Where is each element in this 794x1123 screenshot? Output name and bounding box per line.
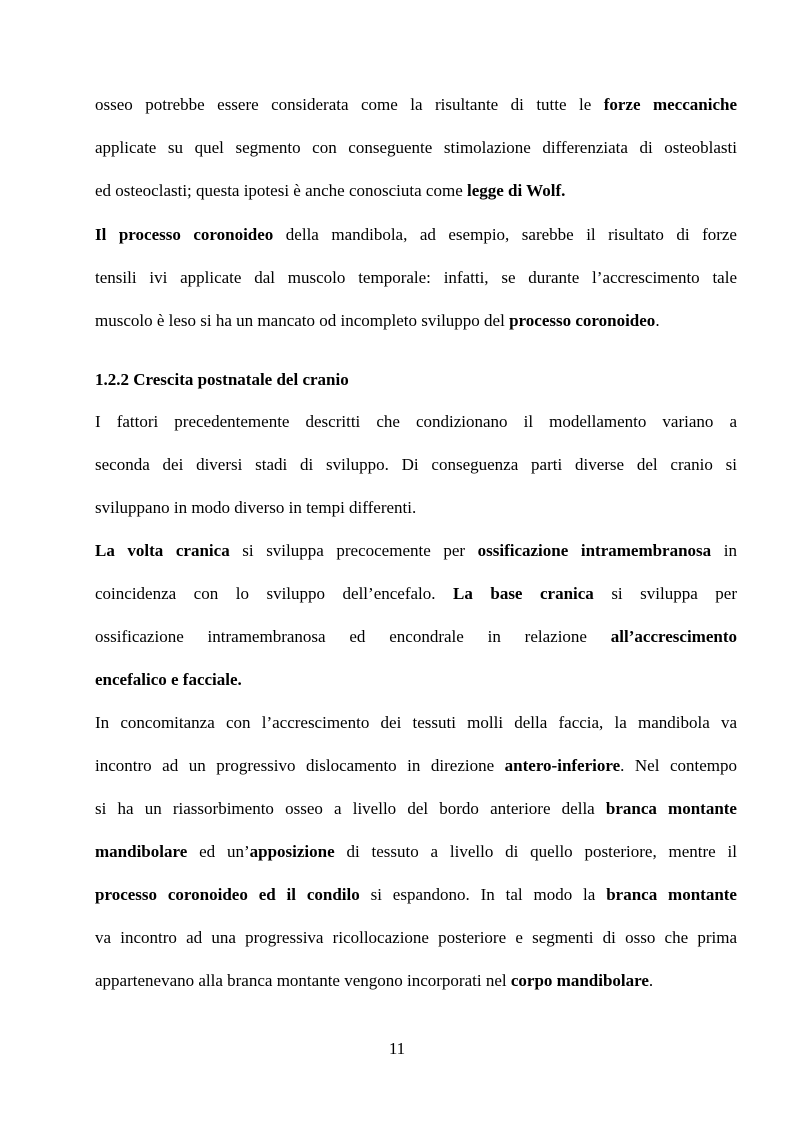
text-line: sviluppano in modo diverso in tempi differenti. xyxy=(95,498,417,517)
text-line: encefalico e facciale. xyxy=(95,670,242,689)
text-line: ed osteoclasti; questa ipotesi è anche conosciuta come legge di Wolf. xyxy=(95,181,566,200)
text-line: processo coronoideo ed il condilo si espandono. In tal modo la branca montante xyxy=(95,885,737,904)
text-line: si ha un riassorbimento osseo a livello del bordo anteriore della branca montante xyxy=(95,799,737,818)
section-heading: 1.2.2 Crescita postnatale del cranio xyxy=(95,370,349,389)
text-line: ossificazione intramembranosa ed encondrale in relazione all’accrescimento xyxy=(95,627,737,646)
text-line: mandibolare ed un’apposizione di tessuto a livello di quello posteriore, mentre il xyxy=(95,842,737,861)
text-line: I fattori precedentemente descritti che condizionano il modellamento variano a xyxy=(95,412,737,431)
text-line: applicate su quel segmento con conseguente stimolazione differenziata di osteoblasti xyxy=(95,138,737,157)
text-line: appartenevano alla branca montante vengono incorporati nel corpo mandibolare. xyxy=(95,971,654,990)
text-line: muscolo è leso si ha un mancato od incompleto sviluppo del processo coronoideo. xyxy=(95,311,660,330)
text-line: In concomitanza con l’accrescimento dei tessuti molli della faccia, la mandibola va xyxy=(95,713,737,732)
text-line: seconda dei diversi stadi di sviluppo. Di conseguenza parti diverse del cranio si xyxy=(95,455,737,474)
text-line: incontro ad un progressivo dislocamento in direzione antero-inferiore. Nel contempo xyxy=(95,756,737,775)
page-number: 11 xyxy=(388,1039,406,1058)
text-line: tensili ivi applicate dal muscolo temporale: infatti, se durante l’accrescimento tale xyxy=(95,268,737,287)
text-line: coincidenza con lo sviluppo dell’encefalo. La base cranica si sviluppa per xyxy=(95,584,737,603)
text-line: La volta cranica si sviluppa precocemente per ossificazione intramembranosa in xyxy=(95,541,737,560)
text-line: osseo potrebbe essere considerata come la risultante di tutte le forze meccaniche xyxy=(95,95,737,114)
text-line: Il processo coronoideo della mandibola, ad esempio, sarebbe il risultato di forze xyxy=(95,225,737,244)
text-line: va incontro ad una progressiva ricollocazione posteriore e segmenti di osso che prima xyxy=(95,928,737,947)
